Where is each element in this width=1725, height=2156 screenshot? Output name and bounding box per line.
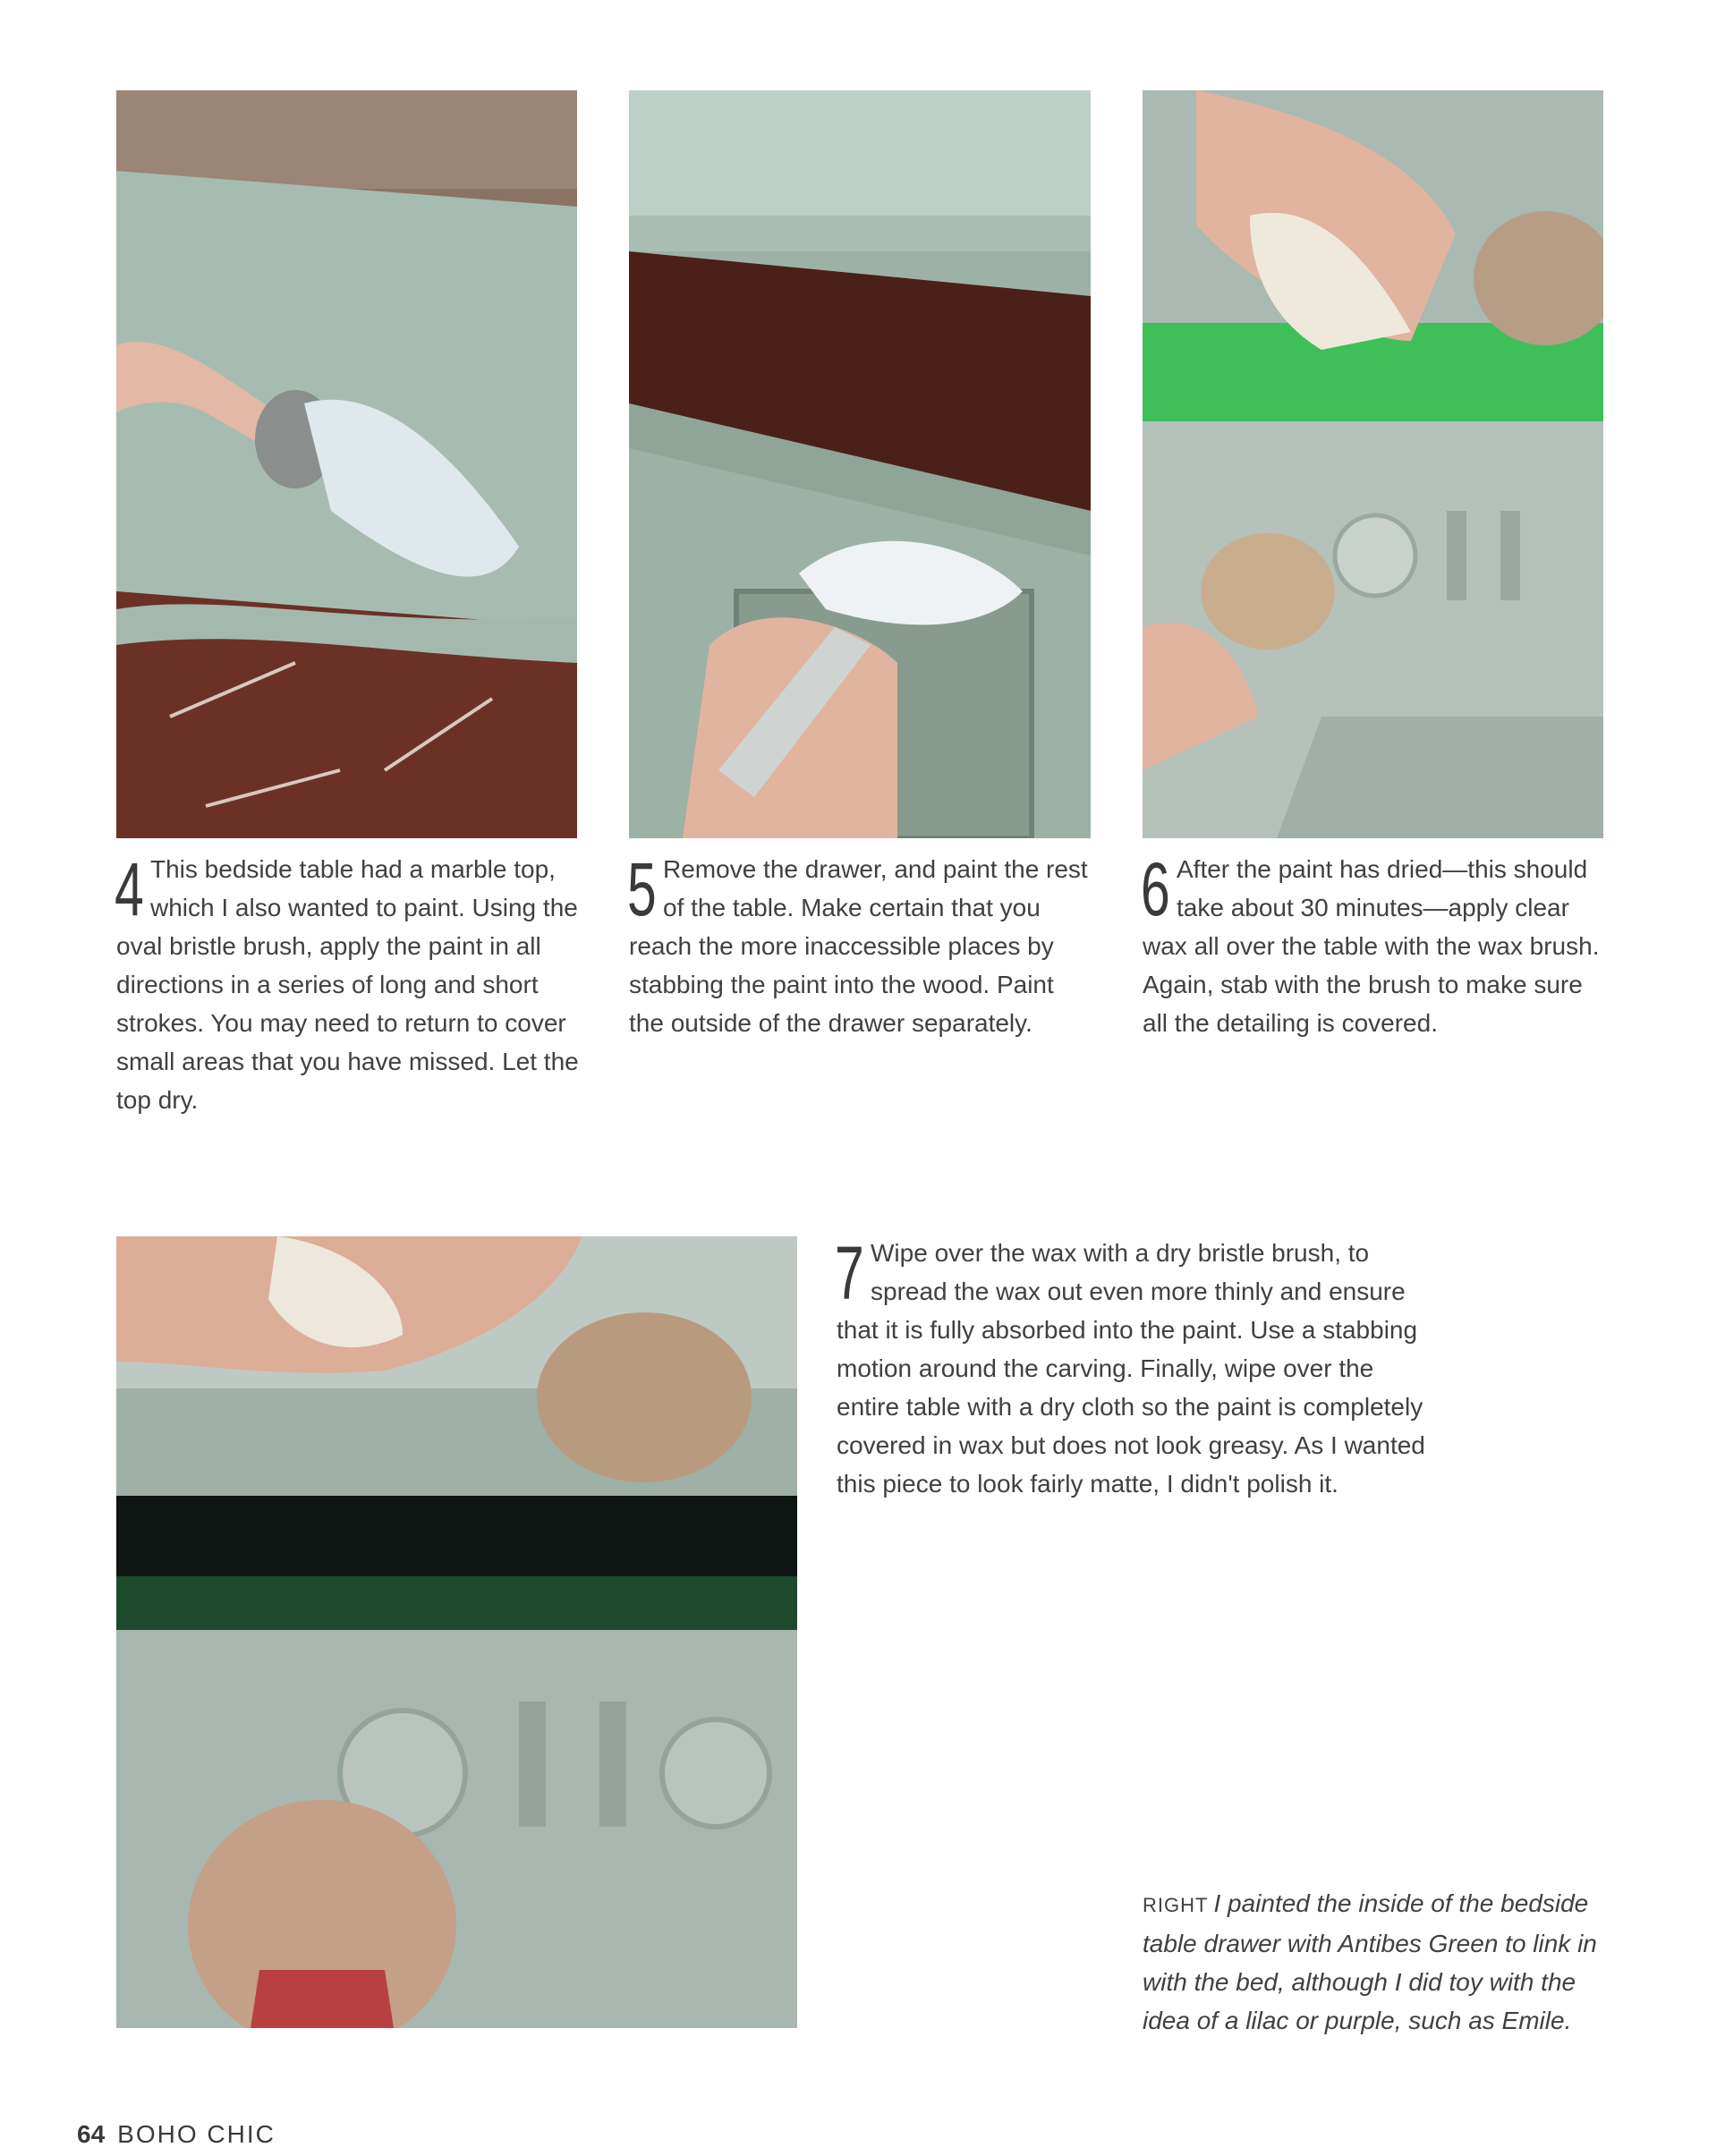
caption-lead: RIGHT [1143, 1894, 1209, 1916]
caption-text: I painted the inside of the bedside table drawer with Antibes Green to link in with the bed, although I did toy with the idea of a lilac or purple, such as Emile. [1143, 1889, 1597, 2034]
section-title: BOHO CHIC [117, 2120, 276, 2148]
step-6-text [1141, 847, 1608, 1042]
photo-step-4 [116, 90, 577, 838]
step-4-text [115, 847, 582, 1119]
photo-step-7 [116, 1236, 797, 2028]
photo-caption [1143, 1884, 1608, 2040]
step-7-body: Wipe over the wax with a dry bristle brush, to spread the wax out even more thinly and ensure that it is fully absorbed into the paint. Use a stabbing motion around the carving. Finally, wipe over the entire table with a dry cloth so the paint is completely covered in wax but does not look greasy. As I wanted this piece to look fairly matte, I didn't polish it. [837, 1239, 1425, 1498]
step-number-4: 4 [115, 847, 144, 931]
photo-step-5 [629, 90, 1091, 838]
step-5-text [627, 847, 1094, 1042]
step-number-6: 6 [1141, 847, 1170, 931]
step-7-text [835, 1231, 1432, 1503]
page-footer [77, 2120, 276, 2149]
step-6-body: After the paint has dried—this should take about 30 minutes—apply clear wax all over the table with the wax brush. Again, stab with the brush to make sure all the detailing is covered. [1143, 855, 1600, 1037]
photo-step-6 [1143, 90, 1603, 838]
step-4-body: This bedside table had a marble top, which I also wanted to paint. Using the oval bristle brush, apply the paint in all directions in a series of long and short strokes. You may need to return to cover small areas that you have missed. Let the top dry. [116, 855, 579, 1114]
step-number-5: 5 [627, 847, 657, 931]
step-5-body: Remove the drawer, and paint the rest of the table. Make certain that you reach the more inaccessible places by stabbing the paint into the wood. Paint the outside of the drawer separately. [629, 855, 1088, 1037]
step-number-7: 7 [835, 1231, 864, 1315]
page-number: 64 [77, 2120, 106, 2148]
